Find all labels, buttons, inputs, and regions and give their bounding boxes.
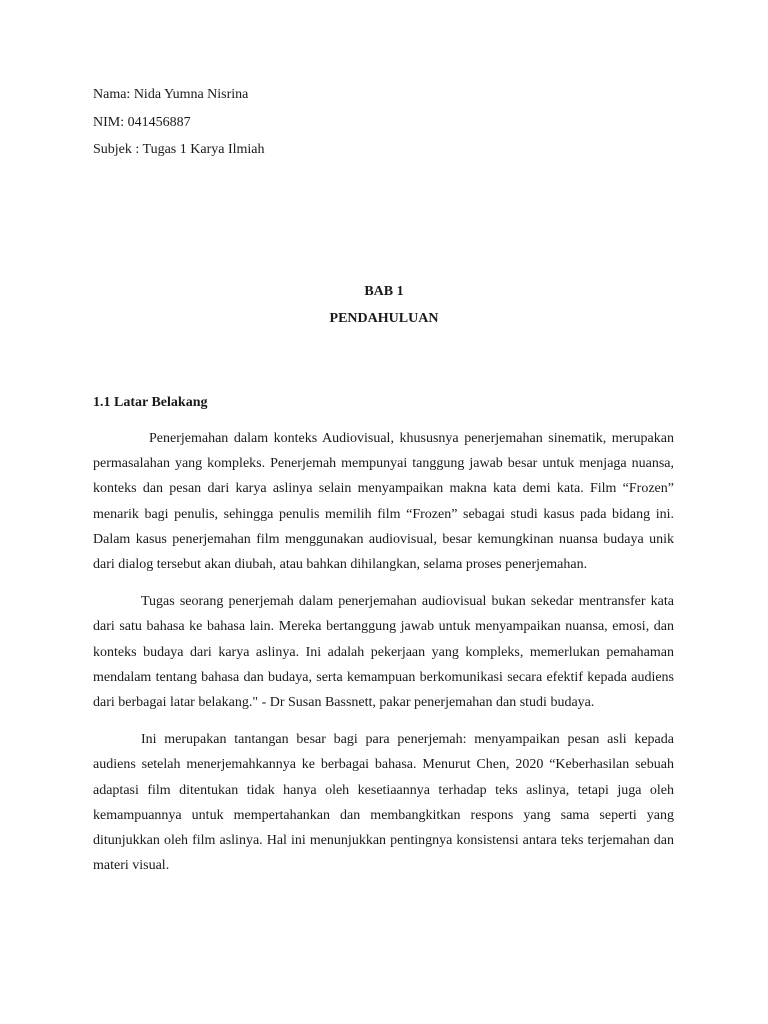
student-nim: NIM: 041456887: [93, 114, 191, 130]
body-text: [93, 426, 674, 890]
paragraph-2: Tugas seorang penerjemah dalam penerjemahan audiovisual bukan sekedar mentransfer kata dari satu bahasa ke bahasa lain. Mereka bertanggung jawab untuk menyampaikan nuansa, emosi, dan konteks budaya dari karya aslinya. Ini adalah pekerjaan yang kompleks, memerlukan pemahaman mendalam tentang bahasa dan budaya, serta kemampuan berkomunikasi secara efektif kepada audiens dari berbagai latar belakang." - Dr Susan Bassnett, pakar penerjemahan dan studi budaya.: [93, 594, 674, 711]
section-heading: 1.1 Latar Belakang: [93, 395, 208, 410]
student-name: Nama: Nida Yumna Nisrina: [93, 87, 249, 102]
assignment-subject: Subjek : Tugas 1 Karya Ilmiah: [93, 142, 265, 157]
paragraph-1: Penerjemahan dalam konteks Audiovisual, khususnya penerjemahan sinematik, merupakan permasalahan yang kompleks. Penerjemah mempunyai tanggung jawab besar untuk menjaga nuansa, konteks dan pesan dari karya aslinya selain menyampaikan makna kata demi kata. Film “Frozen” menarik bagi penulis, sehingga penulis memilih film “Frozen” sebagai studi kasus pada bidang ini. Dalam kasus penerjemahan film menggunakan audiovisual, besar kemungkinan nuansa budaya unik dari dialog tersebut akan diubah, atau bahkan dihilangkan, selama proses penerjemahan.: [93, 431, 674, 573]
chapter-number: BAB 1: [364, 284, 404, 299]
chapter-title: PENDAHULUAN: [329, 311, 439, 326]
student-info: [93, 86, 265, 169]
paragraph-3: Ini merupakan tantangan besar bagi para penerjemah: menyampaikan pesan asli kepada audiens setelah menerjemahkannya ke berbagai bahasa. Menurut Chen, 2020 “Keberhasilan sebuah adaptasi film ditentukan tidak hanya oleh kesetiaannya terhadap teks aslinya, tetapi juga oleh kemampuannya untuk mempertahankan dan membangkitkan respons yang sama seperti yang ditunjukkan oleh film aslinya. Hal ini menunjukkan pentingnya konsistensi antara teks terjemahan dan materi visual.: [93, 732, 674, 874]
